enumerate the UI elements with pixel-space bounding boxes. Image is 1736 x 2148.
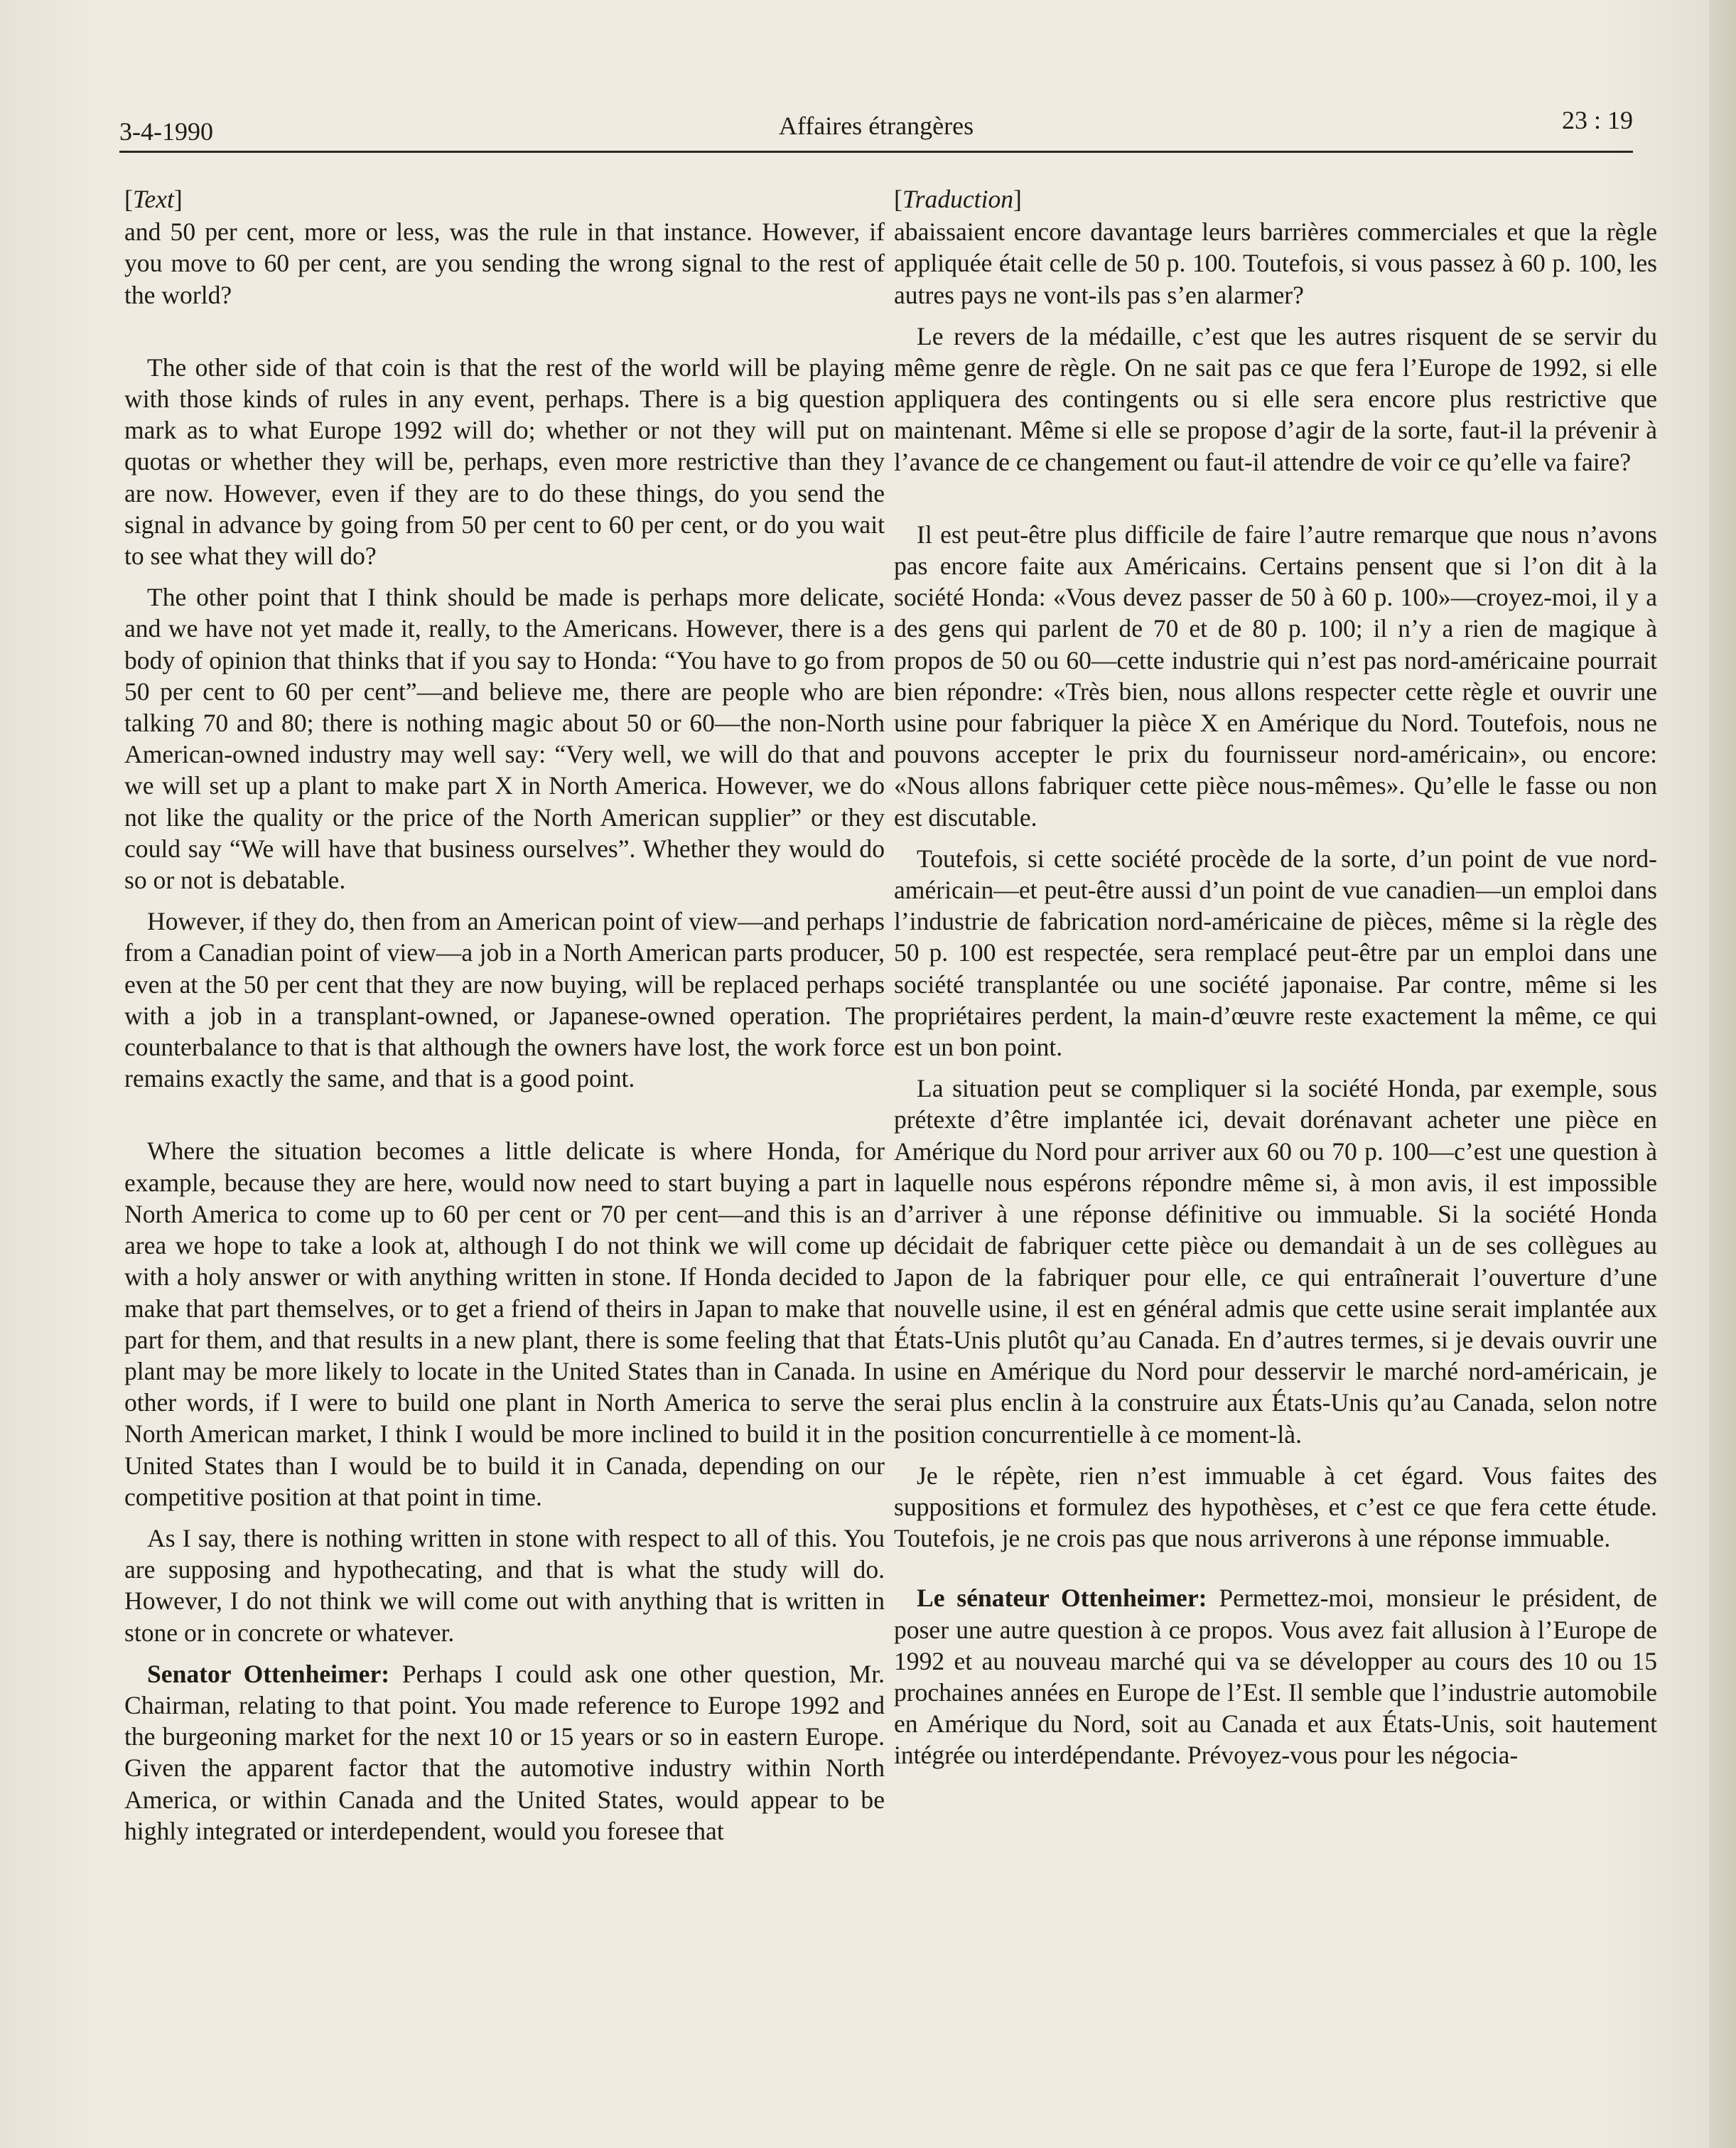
paragraph: abaissaient encore davantage leurs barrières commerciales et que la règle appliquée était celle de 50 p. 100. Toutefois, si vous passez à 60 p. 100, les autres pays ne vont-ils pas s’en alarmer? xyxy=(894,218,1657,309)
header-title: Affaires étrangères xyxy=(778,112,974,140)
paragraph: As I say, there is nothing written in stone with respect to all of this. You are supposing and hypothecating, and that is what the study will do. However, I do not think we will come out with anything that is written in stone or in concrete or whatever. xyxy=(124,1523,885,1647)
header-page-number: 23 : 19 xyxy=(1561,106,1633,134)
paragraph: Where the situation becomes a little delicate is where Honda, for example, because they are here, would now need to start buying a part in North America to come up to 60 per cent or 70 per cent—and this is an area we hope to take a look at, although I do not think we will come up with a holy answer or with anything written in stone. If Honda decided to make that part themselves, or to get a friend of theirs in Japan to make that part for them, and that results in a new plant, there is some feeling that that plant may be more likely to locate in the United States than in Canada. In other words, if I were to build one plant in North America to serve the North American market, I think I would be more inclined to build it in the United States than I would be to build it in Canada, depending on our competitive position at that point in time. xyxy=(124,1137,885,1511)
paragraph: Il est peut-être plus difficile de faire l’autre remarque que nous n’avons pas encore faite aux Américains. Certains pensent que si l’on dit à la société Honda: «Vous devez passer de 50 à 60 p. 100»—croyez-moi, il y a des gens qui parlent de 70 et de 80 p. 100; il n’y a rien de magique à propos de 50 ou 60—cette industrie qui n’est pas nord-américaine pourrait bien répondre: «Très bien, nous allons respecter cette règle et ouvrir une usine pour fabriquer la pièce X en Amérique du Nord. Toutefois, nous ne pouvons accepter le prix du fournisseur nord-américain», ou encore: «Nous allons fabriquer cette pièce nous-mêmes». Qu’elle le fasse ou non est discutable. xyxy=(894,520,1657,832)
paragraph: The other point that I think should be made is perhaps more delicate, and we have not yet made it, really, to the Americans. However, there is a body of opinion that thinks that if you say to Honda: “You have to go from 50 per cent to 60 per cent”—and believe me, there are people who are talking 70 and 80; there is nothing magic about 50 or 60—the non-North American-owned industry may well say: “Very well, we will do that and we will set up a plant to make part X in North America. However, we do not like the quality or the price of the North American supplier” or they could say “We will have that business ourselves”. Whether they would do so or not is debatable. xyxy=(124,583,885,895)
speaker-text: Perhaps I could ask one other question, Mr. Chairman, relating to that point. You made reference to Europe 1992 and the burgeoning market for the next 10 or 15 years or so in eastern Europe. Given the apparent factor that the automotive industry within North America, or within Canada and the United States, would appear to be highly integrated or interdependent, would you foresee that xyxy=(124,1659,885,1845)
header-date: 3-4-1990 xyxy=(119,117,213,146)
paragraph: Le revers de la médaille, c’est que les autres risquent de se servir du même genre de règle. On ne sait pas ce que fera l’Europe de 1992, si elle appliquera des contingents ou si elle sera encore plus restrictive que maintenant. Même si elle se propose d’agir de la sorte, faut-il la prévenir à l’avance de ce changement ou faut-il attendre de voir ce qu’elle va faire? xyxy=(894,321,1657,476)
speaker-text: Permettez-moi, monsieur le président, de poser une autre question à ce propos. Vous avez fait allusion à l’Europe de 1992 et au nouveau marché qui va se développer au cours des 10 ou 15 prochaines années en Europe de l’Est. Il semble que l’industrie automobile en Amérique du Nord, soit au Canada et aux États-Unis, soit hautement intégrée ou interdépendante. Prévoyez-vous pour les négocia- xyxy=(894,1584,1658,1770)
paragraph: The other side of that coin is that the rest of the world will be playing with those kinds of rules in any event, perhaps. There is a big question mark as to what Europe 1992 will do; whether or not they will put on quotas or whether they will be, perhaps, even more restrictive than they are now. However, even if they are to do these things, do you send the signal in advance by going from 50 per cent to 60 per cent, or do you wait to see what they will do? xyxy=(124,353,885,571)
text-label: [Text] xyxy=(124,185,183,213)
paragraph: However, if they do, then from an American point of view—and perhaps from a Canadian point of view—a job in a North American parts producer, even at the 50 per cent that they are now buying, will be replaced perhaps with a job in a transplant-owned, or Japanese-owned operation. The counterbalance to that is that although the owners have lost, the work force remains exactly the same, and that is a good point. xyxy=(124,907,885,1093)
paragraph: La situation peut se compliquer si la société Honda, par exemple, sous prétexte d’être implantée ici, devait dorénavant acheter une pièce en Amérique du Nord pour arriver aux 60 ou 70 p. 100—c’est une question à laquelle nous espérons répondre même si, à mon avis, il est impossible d’arriver à une réponse définitive ou immuable. Si la société Honda décidait de fabriquer cette pièce ou demandait à un de ses collègues au Japon de la fabriquer pour elle, ce qui entraînerait l’ouverture d’une nouvelle usine, il est en général admis que cette usine serait implantée aux États-Unis plutôt qu’au Canada. En d’autres termes, si je devais ouvrir une usine en Amérique du Nord pour desservir le marché nord-américain, je serai plus enclin à la construire aux États-Unis qu’au Canada, selon notre position concurrentielle à ce moment-là. xyxy=(894,1074,1657,1449)
left-column-english xyxy=(124,183,885,1857)
speaker-paragraph xyxy=(894,1582,1657,1771)
paragraph: Je le répète, rien n’est immuable à cet égard. Vous faites des suppositions et formulez des hypothèses, et c’est ce que fera cette étude. Toutefois, je ne crois pas que nous arriverons à une réponse immuable. xyxy=(894,1461,1657,1553)
right-column-french xyxy=(894,183,1657,1781)
paragraph: Toutefois, si cette société procède de la sorte, d’un point de vue nord-américain—et peut-être aussi d’un point de vue canadien—un emploi dans l’industrie de fabrication nord-américaine de pièces, même si la règle des 50 p. 100 est respectée, sera remplacé peut-être par un emploi dans une société transplantée ou une société japonaise. Par contre, même si les propriétaires perdent, la main-d’œuvre reste exactement la même, ce qui est un bon point. xyxy=(894,844,1657,1062)
traduction-label: [Traduction] xyxy=(894,185,1022,213)
speaker-paragraph xyxy=(124,1658,885,1847)
page-header xyxy=(119,107,1633,153)
paragraph: and 50 per cent, more or less, was the rule in that instance. However, if you move to 60 per cent, are you sending the wrong signal to the rest of the world? xyxy=(124,218,885,309)
page-edge xyxy=(1709,0,1736,2148)
speaker-name: Le sénateur Ottenheimer: xyxy=(917,1584,1207,1613)
speaker-name: Senator Ottenheimer: xyxy=(147,1659,390,1688)
